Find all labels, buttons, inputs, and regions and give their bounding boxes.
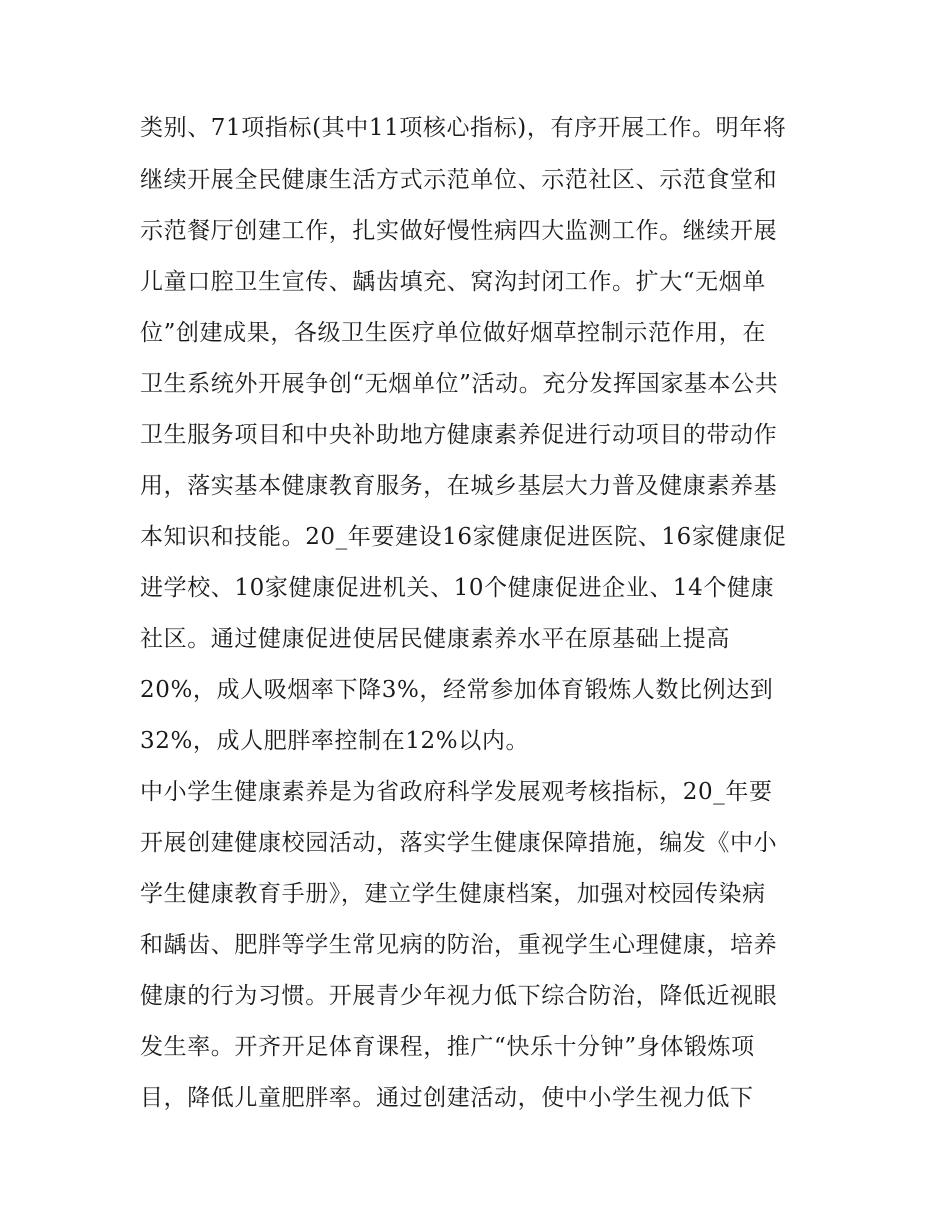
text-line: 健康的行为习惯。开展青少年视力低下综合防治，降低近视眼 (140, 983, 778, 1009)
text-line: 用，落实基本健康教育服务，在城乡基层大力普及健康素养基 (140, 473, 778, 499)
text-line: 位”创建成果，各级卫生医疗单位做好烟草控制示范作用，在 (140, 320, 766, 346)
text-line: 学生健康教育手册》，建立学生健康档案，加强对校园传染病 (140, 881, 766, 907)
text-line: 20%，成人吸烟率下降3%，经常参加体育锻炼人数比例达到 (140, 677, 774, 703)
text-line: 儿童口腔卫生宣传、龋齿填充、窝沟封闭工作。扩大“无烟单 (140, 269, 766, 295)
text-line: 发生率。开齐开足体育课程，推广“快乐十分钟”身体锻炼项 (140, 1034, 755, 1060)
text-line: 类别、71项指标(其中11项核心指标)，有序开展工作。明年将 (140, 115, 787, 141)
text-line: 继续开展全民健康生活方式示范单位、示范社区、示范食堂和 (140, 167, 778, 193)
text-line: 社区。通过健康促进使居民健康素养水平在原基础上提高 (140, 626, 730, 652)
text-line: 示范餐厅创建工作，扎实做好慢性病四大监测工作。继续开展 (140, 218, 778, 244)
text-line: 本知识和技能。20_年要建设16家健康促进医院、16家健康促 (140, 524, 787, 550)
text-line: 目，降低儿童肥胖率。通过创建活动，使中小学生视力低下 (140, 1085, 754, 1111)
text-line: 进学校、10家健康促进机关、10个健康促进企业、14个健康 (140, 575, 775, 601)
text-line: 中小学生健康素养是为省政府科学发展观考核指标，20_年要 (140, 779, 773, 805)
text-line: 卫生服务项目和中央补助地方健康素养促进行动项目的带动作 (140, 422, 778, 448)
text-line: 卫生系统外开展争创“无烟单位”活动。充分发挥国家基本公共 (140, 371, 779, 397)
text-line: 32%，成人肥胖率控制在12%以内。 (140, 728, 530, 754)
text-line: 开展创建健康校园活动，落实学生健康保障措施，编发《中小 (140, 830, 778, 856)
text-line: 和龋齿、肥胖等学生常见病的防治，重视学生心理健康，培养 (140, 932, 778, 958)
